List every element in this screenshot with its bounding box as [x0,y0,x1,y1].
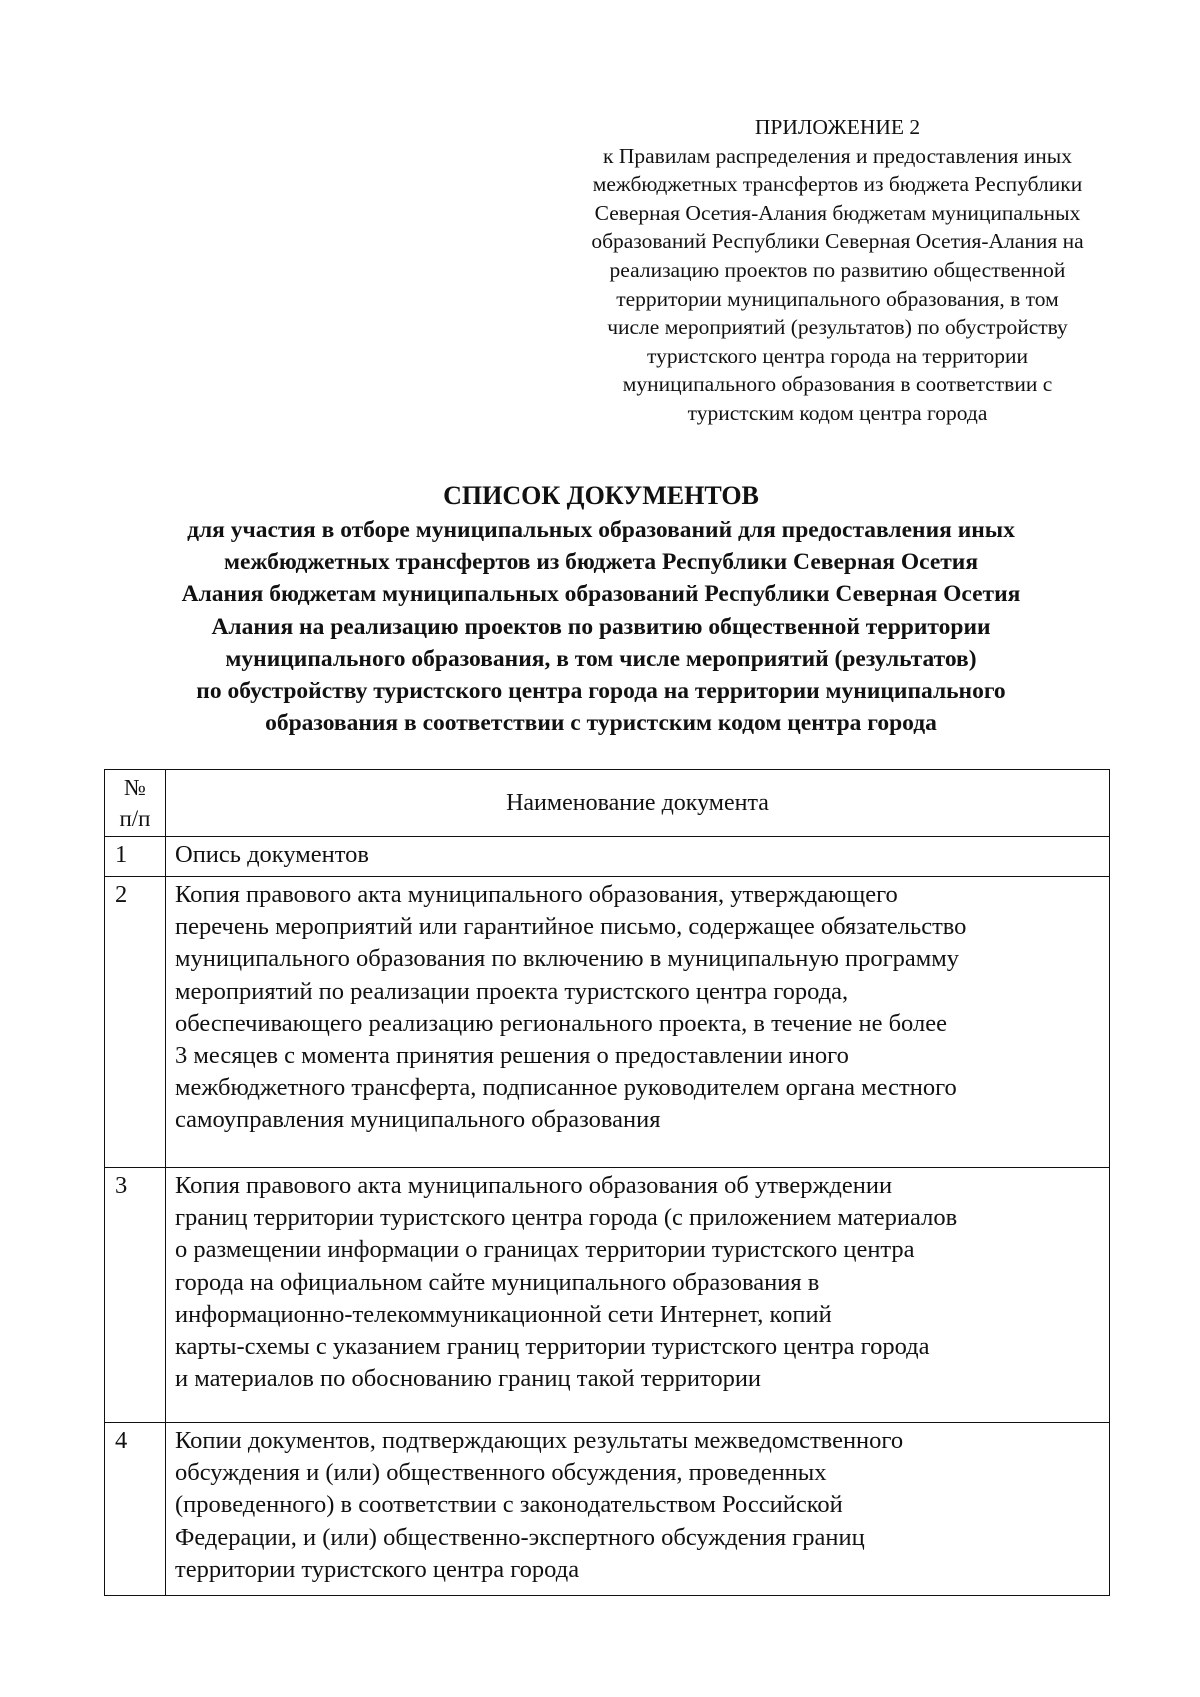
row-text-line: межбюджетного трансферта, подписанное руководителем органа местного [175,1074,957,1102]
row-text-line: карты-схемы с указанием границ территории туристского центра города [175,1333,930,1361]
subtitle-line: Алания бюджетам муниципальных образований Республики Северная Осетия [181,581,1021,608]
document-subtitle [85,514,1117,739]
row-text-line: о размещении информации о границах территории туристского центра [175,1236,915,1264]
row-text-line: и материалов по обоснованию границ такой территории [175,1365,762,1393]
subtitle-line: для участия в отборе муниципальных образований для предоставления иных [187,517,1015,543]
appendix-text-line: туристским кодом центра города [687,400,988,425]
subtitle-line: по обустройству туристского центра города на территории муниципального [196,678,1006,705]
header-number-abbr: п/п [119,806,151,831]
row-text-line: Опись документов [175,841,369,868]
row-text-line: Копии документов, подтверждающих результаты межведомственного [175,1427,904,1454]
subtitle-line: межбюджетных трансфертов из бюджета Республики Северная Осетия [223,549,979,576]
row-text-line: территории туристского центра города [175,1555,580,1583]
document-title: СПИСОК ДОКУМЕНТОВ [443,481,759,510]
header-number-cell [105,770,166,837]
row-text-line: перечень мероприятий или гарантийное письмо, содержащее обязательство [175,913,967,941]
row-text-line: Федерации, и (или) общественно-экспертного обсуждения границ [175,1523,865,1551]
row-number: 2 [105,877,166,1168]
row-text-line: города на официальном сайте муниципального образования в [175,1268,820,1296]
row-text-line: Копия правового акта муниципального образования об утверждении [175,1172,893,1199]
subtitle-line: Алания на реализацию проектов по развитию общественной территории [211,613,991,640]
row-text-line: (проведенного) в соответствии с законодательством Российской [175,1491,843,1519]
row-number: 3 [105,1168,166,1423]
row-text-line: обсуждения и (или) общественного обсуждения, проведенных [175,1459,827,1487]
table-row [105,877,1110,1168]
row-text-line: Копия правового акта муниципального образования, утверждающего [175,881,898,908]
row-text-line: обеспечивающего реализацию регионального проекта, в течение не более [175,1009,947,1037]
row-number: 4 [105,1423,166,1596]
header-name-cell: Наименование документа [166,770,1110,837]
appendix-text-line: территории муниципального образования, в том [616,286,1059,311]
documents-table [104,769,1110,1596]
appendix-text-line: межбюджетных трансфертов из бюджета Республики [592,172,1083,197]
appendix-text-line: туристского центра города на территории [646,343,1029,368]
row-text-line: информационно-телекоммуникационной сети Интернет, копий [175,1300,832,1328]
appendix-text-line: муниципального образования в соответствии с [622,372,1053,397]
appendix-number: ПРИЛОЖЕНИЕ 2 [754,115,921,139]
row-document-name [166,1423,1110,1596]
row-text-line: самоуправления муниципального образования [175,1106,661,1134]
row-text-line: границ территории туристского центра города (с приложением материалов [175,1204,958,1232]
appendix-text-line: к Правилам распределения и предоставления иных [603,143,1072,168]
row-document-name [166,877,1110,1168]
table-header-row [105,770,1110,837]
row-number: 1 [105,837,166,877]
subtitle-line: муниципального образования, в том числе мероприятий (результатов) [225,645,977,672]
appendix-text-line: числе мероприятий (результатов) по обустройству [607,315,1068,340]
appendix-text-line: реализацию проектов по развитию общественной [609,257,1066,282]
appendix-text-line: образований Республики Северная Осетия-Алания на [591,229,1084,254]
table-row [105,1423,1110,1596]
row-text-line: муниципального образования по включению в муниципальную программу [175,945,960,973]
table-row [105,1168,1110,1423]
appendix-heading [555,113,1120,428]
header-number-symbol: № [124,775,146,800]
row-text-line: 3 месяцев с момента принятия решения о предоставлении иного [175,1042,849,1070]
table-row [105,837,1110,877]
row-text-line: мероприятий по реализации проекта туристского центра города, [175,977,849,1005]
subtitle-line: образования в соответствии с туристским кодом центра города [265,710,937,737]
row-document-name [166,837,1110,877]
row-document-name [166,1168,1110,1423]
appendix-text-line: Северная Осетия-Алания бюджетам муниципальных [594,200,1081,225]
